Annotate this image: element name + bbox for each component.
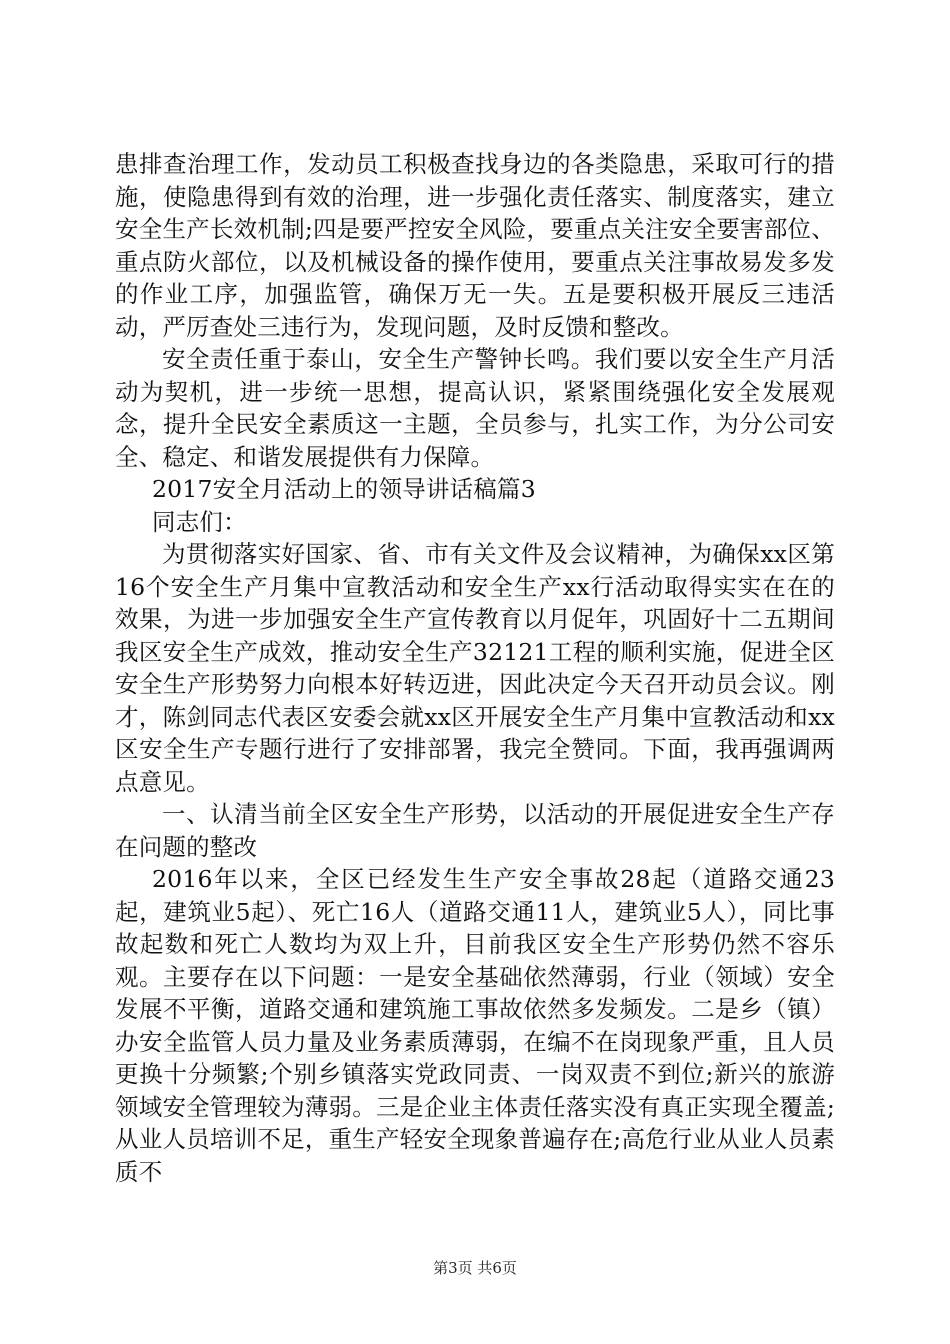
document-body xyxy=(115,148,835,1188)
paragraph-introduction: 为贯彻落实好国家、省、市有关文件及会议精神，为确保xx区第16个安全生产月集中宣教活动和安全生产xx行活动取得实实在在的效果，为进一步加强安全生产宣传教育以月促年，巩固好十二五期间我区安全生产成效，推动安全生产32121工程的顺利实施，促进全区安全生产形势努力向根本好转迈进，因此决定今天召开动员会议。刚才，陈剑同志代表区安委会就xx区开展安全生产月集中宣教活动和xx区安全生产专题行进行了安排部署，我完全赞同。下面，我再强调两点意见。 xyxy=(115,540,835,796)
section-heading: 2017安全月活动上的领导讲话稿篇3 xyxy=(152,475,536,503)
page-footer: 第3页 共6页 xyxy=(433,1259,517,1277)
salutation: 同志们： xyxy=(152,507,247,536)
subheading-point-one: 一、认清当前全区安全生产形势，以活动的开展促进安全生产存在问题的整改 xyxy=(115,800,835,861)
paragraph-safety-responsibility: 安全责任重于泰山，安全生产警钟长鸣。我们要以安全生产月活动为契机，进一步统一思想，提高认识，紧紧围绕强化安全发展观念，提升全民安全素质这一主题，全员参与，扎实工作，为分公司安全、稳定、和谐发展提供有力保障。 xyxy=(115,345,835,471)
paragraph-continuation: 患排查治理工作，发动员工积极查找身边的各类隐患，采取可行的措施，使隐患得到有效的治理，进一步强化责任落实、制度落实，建立安全生产长效机制;四是要严控安全风险，要重点关注安全要害部位、重点防火部位，以及机械设备的操作使用，要重点关注事故易发多发的作业工序，加强监管，确保万无一失。五是要积极开展反三违活动，严厉查处三违行为，发现问题，及时反馈和整改。 xyxy=(115,150,835,341)
paragraph-situation: 2016年以来，全区已经发生生产安全事故28起（道路交通23起，建筑业5起）、死亡16人（道路交通11人，建筑业5人），同比事故起数和死亡人数均为双上升，目前我区安全生产形势仍然不容乐观。主要存在以下问题：一是安全基础依然薄弱，行业（领域）安全发展不平衡，道路交通和建筑施工事故依然多发频发。二是乡（镇）办安全监管人员力量及业务素质薄弱，在编不在岗现象严重，且人员更换十分频繁;个别乡镇落实党政同责、一岗双责不到位;新兴的旅游领域安全管理较为薄弱。三是企业主体责任落实没有真正实现全覆盖;从业人员培训不足，重生产轻安全现象普遍存在;高危行业从业人员素质不 xyxy=(115,865,835,1186)
